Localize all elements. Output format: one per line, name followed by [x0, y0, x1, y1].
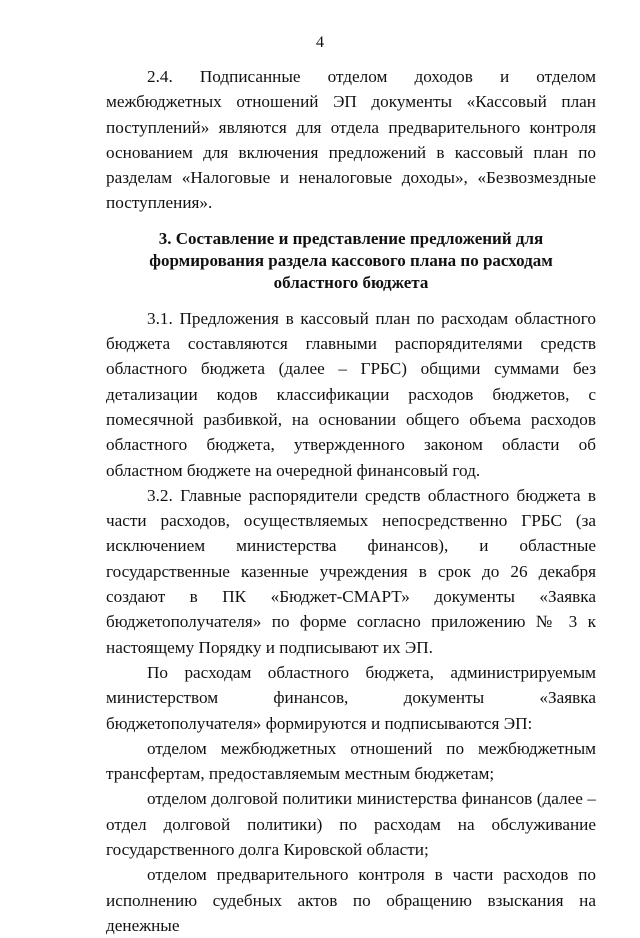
paragraph-3-1: 3.1. Предложения в кассовый план по расходам областного бюджета составляются главными распорядителями средств областного бюджета (далее – ГРБС) общими суммами без детализации кодов классификации расходов бюджетов, с помесячной разбивкой, на основании общего объема расходов областного бюджета, утвержденного законом области об областном бюджете на очередной финансовый год. [106, 308, 596, 480]
page-number: 4 [316, 34, 324, 51]
section-heading: 3. Составление и представление предложений для формирования раздела кассового плана по расходам областного бюджета [149, 228, 553, 292]
document-body [106, 64, 596, 938]
paragraph-2-4: 2.4. Подписанные отделом доходов и отделом межбюджетных отношений ЭП документы «Кассовый план поступлений» являются для отдела предварительного контроля основанием для включения предложений в кассовый план по разделам «Налоговые и неналоговые доходы», «Безвозмездные поступления». [106, 67, 596, 213]
paragraph-expenses-intro: По расходам областного бюджета, администрируемым министерством финансов, документы «Заявка бюджетополучателя» формируются и подписываются ЭП: [106, 662, 596, 733]
paragraph-control-dept: отделом предварительного контроля в части расходов по исполнению судебных актов по обращению взыскания на денежные [106, 865, 596, 935]
paragraph-interbudget-dept: отделом межбюджетных отношений по межбюджетным трансфертам, предоставляемым местным бюджетам; [106, 738, 596, 784]
paragraph-debt-policy-dept: отделом долговой политики министерства финансов (далее – отдел долговой политики) по расходам на обслуживание государственного долга Кировской области; [106, 789, 596, 860]
paragraph-3-2: 3.2. Главные распорядители средств областного бюджета в части расходов, осуществляемых непосредственно ГРБС (за исключением министерства финансов), и областные государственные казенные учреждения в срок до 26 декабря создают в ПК «Бюджет-СМАРТ» документы «Заявка бюджетополучателя» по форме согласно приложению № 3 к настоящему Порядку и подписывают их ЭП. [106, 485, 596, 657]
